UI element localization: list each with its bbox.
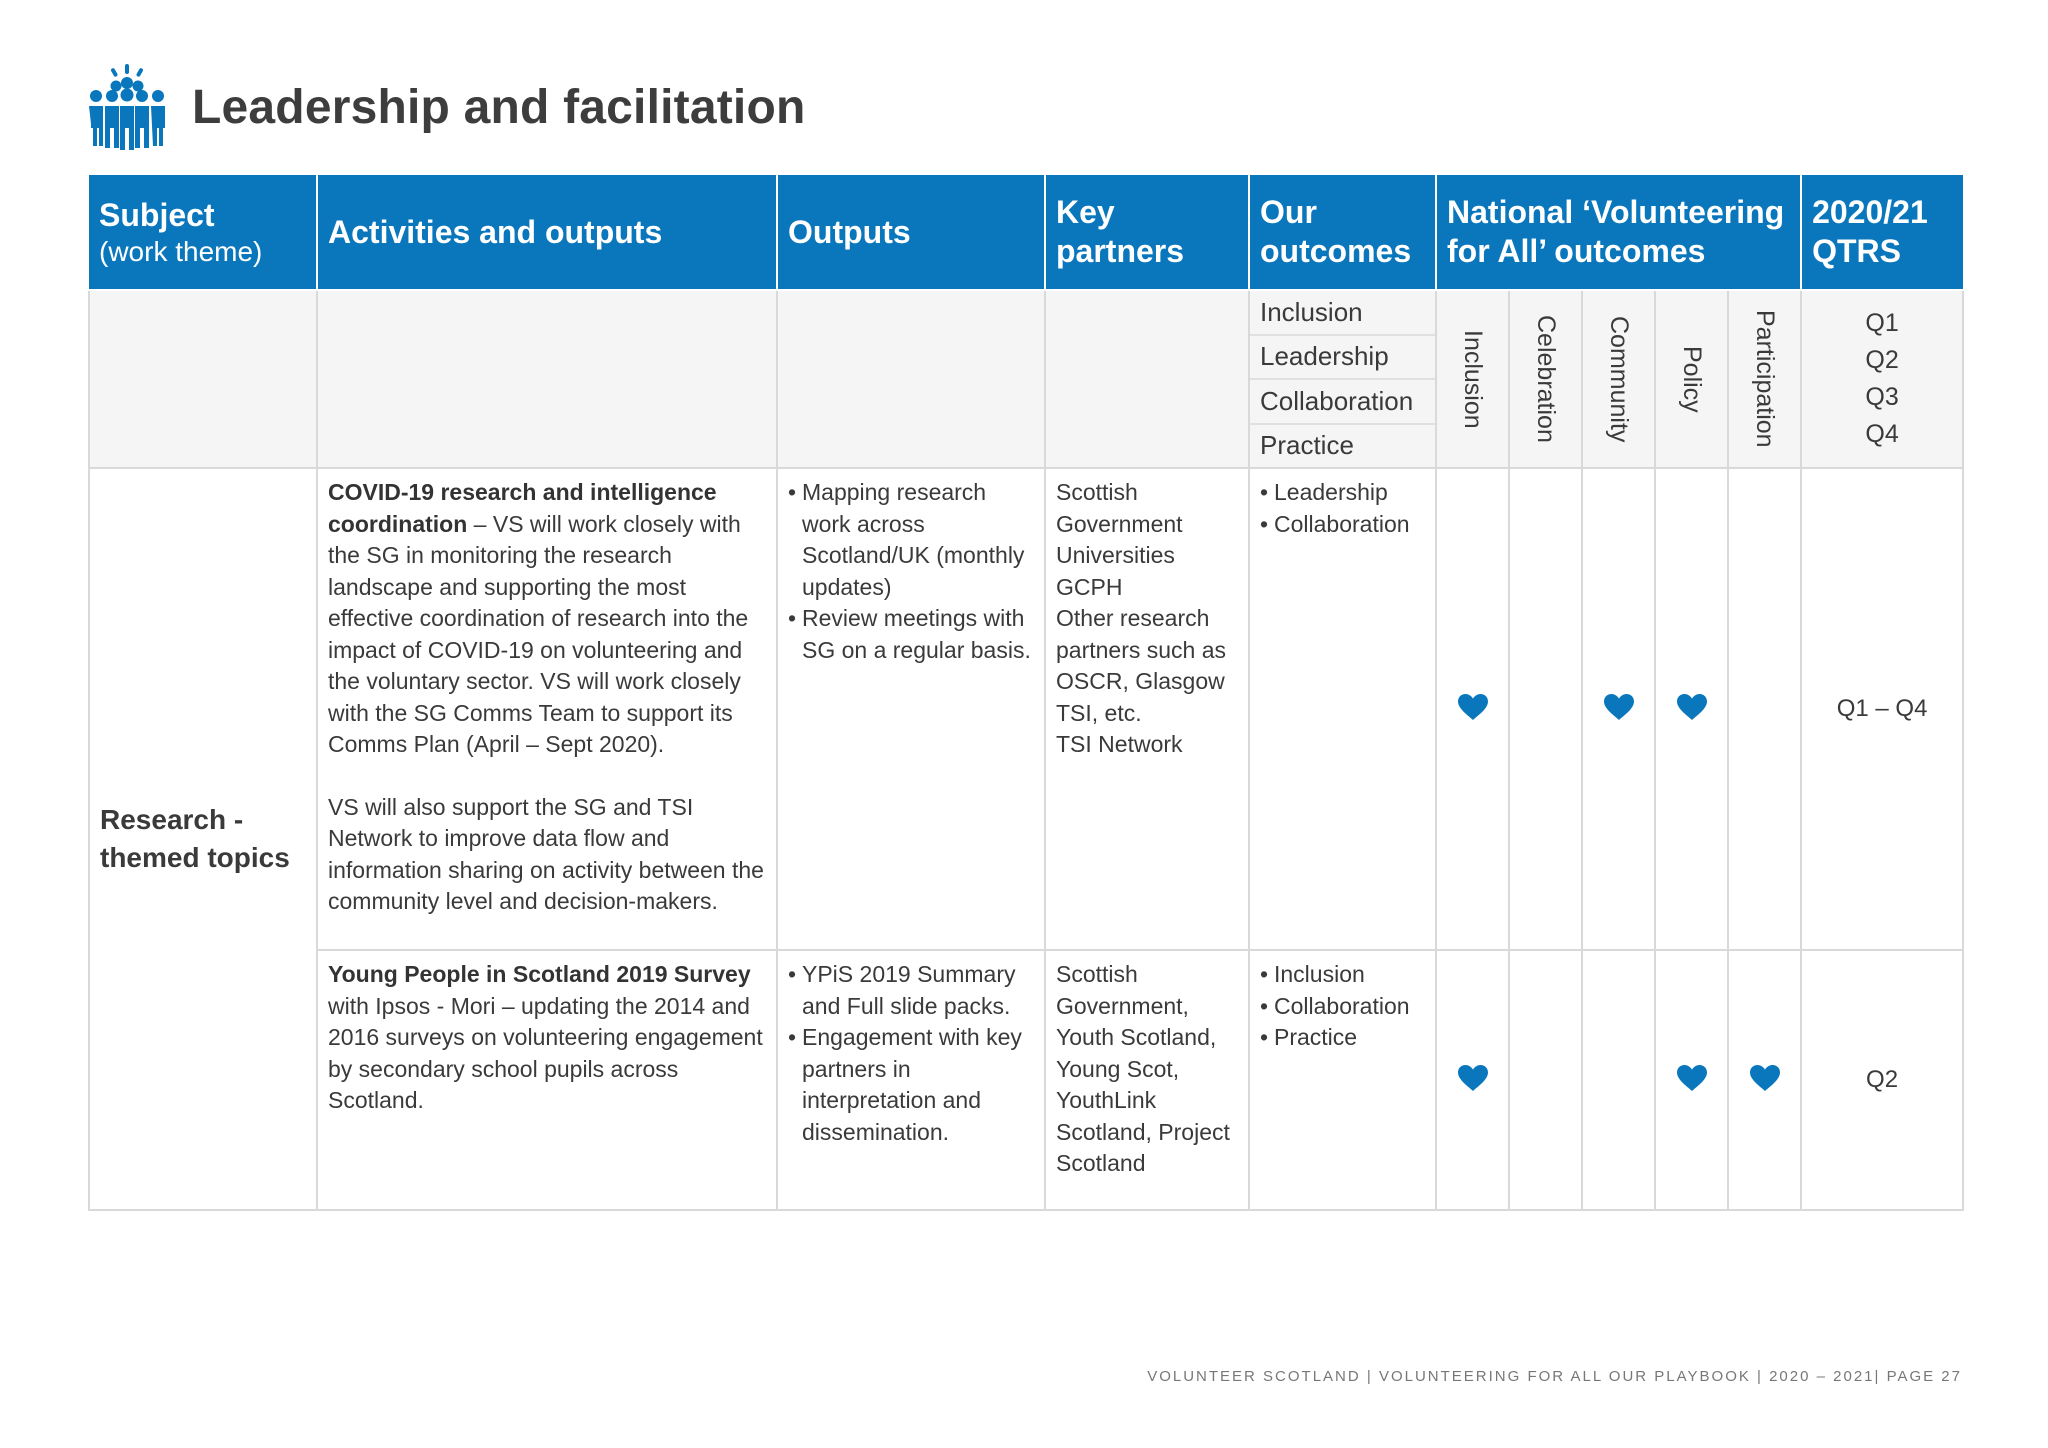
heart-icon [1457,693,1489,721]
our-outcomes-cell [1249,468,1436,950]
people-group-icon [88,62,166,152]
our-outcome-label: Leadership [1250,336,1435,381]
partners-cell [1045,950,1249,1210]
list-item: • Inclusion [1260,959,1425,991]
header-our-outcomes: Our outcomes [1249,175,1436,290]
national-outcome-label: Participation [1751,310,1780,448]
national-outcome-col [1582,290,1655,468]
header-subject: Subject (work theme) [89,175,317,290]
national-cell [1582,468,1655,950]
empty-cell [777,290,1045,468]
national-cell [1728,468,1801,950]
activity-text: with Ipsos - Mori – updating the 2014 and 2016 surveys on volunteering engagement by secondary school pupils across Scotland. [328,992,763,1113]
heart-icon [1676,693,1708,721]
national-cell [1728,950,1801,1210]
partner-item: Universities [1056,542,1175,568]
partners-cell [1045,468,1249,950]
list-item: • Collaboration [1260,991,1425,1023]
national-outcome-label: Policy [1678,345,1706,413]
quarters-cell: Q2 [1801,950,1963,1210]
our-outcomes-list [1249,290,1436,468]
quarters-cell: Q1 – Q4 [1801,468,1963,950]
national-cell [1509,950,1582,1210]
table-header-row [89,175,1963,290]
quarter-label: Q2 [1865,346,1899,374]
quarters-list [1801,290,1963,468]
national-outcome-label: Community [1605,315,1633,443]
heart-icon [1457,1064,1489,1092]
outputs-cell [777,950,1045,1210]
national-cell [1436,950,1509,1210]
list-item: • Engagement with key partners in interpretation and dissemination. [788,1022,1034,1148]
activity-text: VS will also support the SG and TSI Network to improve data flow and information sharing on activity between the community level and decision-makers. [328,793,764,914]
national-cell [1655,468,1728,950]
list-item: • Practice [1260,1022,1425,1054]
national-cell [1582,950,1655,1210]
national-outcome-col [1436,290,1509,468]
heart-icon [1749,1064,1781,1092]
activity-title: Young People in Scotland 2019 Survey [328,961,751,987]
list-item: • Collaboration [1260,509,1425,541]
table-row [89,468,1963,950]
our-outcome-label: Collaboration [1250,380,1435,425]
national-outcome-col [1509,290,1582,468]
national-cell [1436,468,1509,950]
activities-table [88,175,1964,1211]
list-item: • Review meetings with SG on a regular basis. [788,603,1034,666]
quarter-label: Q4 [1865,420,1899,448]
activity-text: – VS will work closely with the SG in monitoring the research landscape and supporting the most effective coordination of research into the impact of COVID-19 on volunteering and the voluntary sector. VS will work closely with the SG Comms Team to support its Comms Plan (April – Sept 2020). [328,510,749,757]
quarter-label: Q3 [1865,383,1899,411]
national-outcome-col [1655,290,1728,468]
national-cell [1655,950,1728,1210]
our-outcome-label: Practice [1260,430,1354,461]
national-outcome-col [1728,290,1801,468]
list-item: • YPiS 2019 Summary and Full slide packs. [788,959,1034,1022]
subject-cell: Research - themed topics [89,468,317,1210]
header-activities: Activities and outputs [317,175,777,290]
empty-cell [89,290,317,468]
heart-icon [1603,693,1635,721]
heart-icon [1676,1064,1708,1092]
page-header [88,62,806,152]
empty-cell [317,290,777,468]
header-national-outcomes: National ‘Volunteering for All’ outcomes [1436,175,1801,290]
outputs-cell [777,468,1045,950]
national-outcome-label: Inclusion [1459,329,1487,429]
table-row [89,950,1963,1210]
activity-cell [317,950,777,1210]
header-quarters: 2020/21 QTRS [1801,175,1963,290]
partner-item: Scottish Government, Youth Scotland, Young Scot, YouthLink Scotland, Project Scotland [1056,961,1230,1176]
partner-item: Scottish Government [1056,479,1183,537]
sub-header-row [89,290,1963,468]
partner-item: Other research partners such as OSCR, Glasgow TSI, etc. [1056,605,1227,726]
national-cell [1509,468,1582,950]
page-title: Leadership and facilitation [192,80,806,134]
empty-cell [1045,290,1249,468]
activity-title: COVID-19 research and intelligence coordination [328,479,717,537]
header-outputs: Outputs [777,175,1045,290]
list-item: • Mapping research work across Scotland/UK (monthly updates) [788,477,1034,603]
our-outcomes-cell [1249,950,1436,1210]
quarter-label: Q1 [1865,309,1899,337]
our-outcome-label: Inclusion [1250,291,1435,336]
page-footer: VOLUNTEER SCOTLAND | VOLUNTEERING FOR ALL OUR PLAYBOOK | 2020 – 2021| PAGE 27 [1147,1368,1962,1385]
header-key-partners: Key partners [1045,175,1249,290]
national-outcome-label: Celebration [1532,315,1560,443]
list-item: • Leadership [1260,477,1425,509]
activity-cell [317,468,777,950]
partner-item: GCPH [1056,573,1123,600]
partner-item: TSI Network [1056,731,1183,757]
